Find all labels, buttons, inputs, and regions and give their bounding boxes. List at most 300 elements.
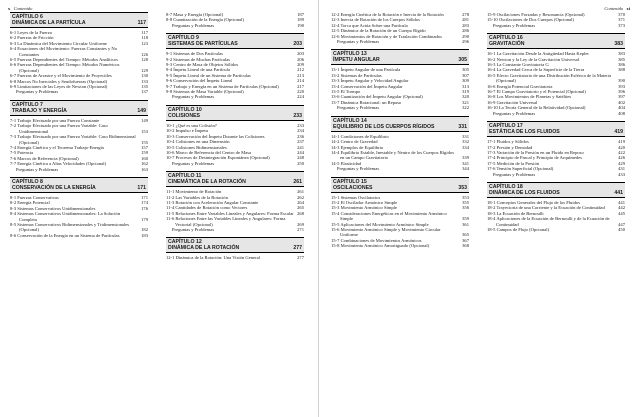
toc-entry[interactable] [487,111,625,116]
toc-entry-page: 321 [462,99,469,105]
toc-entry[interactable] [487,172,625,177]
chapter-block [331,49,469,110]
toc-entry-page: 386 [618,62,625,68]
toc-entry-page: 281 [462,17,469,23]
toc-entry-page: 373 [618,22,625,28]
toc-entry-page: 237 [297,139,304,145]
toc-entry[interactable] [487,23,625,28]
chapter-number: CAPÍTULO 17 [489,123,523,130]
toc-entry[interactable] [166,227,304,232]
toc-entry-page: 123 [141,40,148,46]
toc-entry-title: 11-4 Cantidades de Rotación como Vectores [166,205,248,211]
toc-entry-page: 171 [141,194,148,200]
chapter-number: CAPÍTULO 13 [333,51,367,58]
toc-entry-title: 10-5 Colisiones Bidimensionales [166,144,227,150]
toc-entry-page: 370 [618,12,625,17]
toc-entry-page: 305 [462,67,469,73]
toc-entry-page: 396 [618,89,625,95]
toc-entry[interactable] [331,39,469,44]
toc-entry-page: 190 [297,22,304,28]
toc-entry-page: 135 [141,84,148,90]
toc-column [487,12,625,237]
chapter-title: EQUILIBRIO DE LOS CUERPOS RÍGIDOS [333,123,435,130]
chapter-block [487,33,625,116]
toc-entry-title: 8-5 Sistemas Conservativos Bidimensionales y Tridimensionales (Opcional) [10,221,130,233]
toc-entry-title: 8-3 Sistemas Conservativos Unidimensionales [10,205,96,211]
toc-entry-title: 17-4 Principio de Pascal y Principio de Arquímedes [487,155,583,161]
toc-entry-title: 9-3 Centro de Masa de Objetos Sólidos [166,62,239,68]
toc-entry-page: 212 [297,67,304,73]
toc-entry-page: 419 [618,139,625,145]
toc-entry-page: 390 [618,78,625,84]
toc-entry-title: 9-5 Ímpetu Lineal de un Sistema de Partículas [166,72,251,78]
toc-entry-page: 445 [618,210,625,216]
toc-entry-title: 11-3 Rotación con Aceleración Angular Constante [166,199,259,205]
toc-entry-page: 262 [297,194,304,200]
toc-entry-title: 9-1 Sistemas de Dos Partículas [166,51,223,57]
toc-entry-page: 133 [141,78,148,84]
toc-entry[interactable] [166,94,304,99]
chapter-heading[interactable] [10,12,148,28]
toc-entry-title: 6-4 Ecuaciones del Movimiento: Fuerzas Constantes y No Constantes [10,46,118,57]
chapter-heading[interactable] [166,237,304,253]
chapter-heading[interactable] [487,33,625,49]
toc-entry-title: 18-1 Conceptos Generales del Flujo de los Fluidos [487,199,581,205]
toc-entry-page: 217 [297,83,304,89]
toc-entry-title: Preguntas y Problemas [172,226,215,232]
toc-entry-page: 174 [141,200,148,206]
toc-entry-title: 16-8 Los Movimientos de Planetas y Satélites [487,94,572,100]
toc-entry-page: 130 [141,73,148,79]
toc-entry-title: Preguntas y Problemas [493,22,536,28]
toc-entry-title: 10-6 Marco de Referencia del Centro de Masa [166,149,252,155]
toc-entry-title: 16-1 La Gravitación Desde la Antigüedad Hasta Kepler [487,51,589,57]
toc-entry[interactable] [10,89,148,94]
chapter-block [487,182,625,232]
toc-entry-title: 13-3 Ímpetu Angular y Velocidad Angular [331,78,409,84]
toc-entry-page: 206 [297,56,304,62]
toc-entry-title: Preguntas y Problemas [337,105,380,111]
chapter-number: CAPÍTULO 8 [12,178,43,185]
toc-entry-title: 14-5 Elasticidad [331,160,361,166]
toc-entry-page: 447 [618,221,625,227]
chapter-heading[interactable] [487,182,625,198]
toc-entry-title: Preguntas y Problemas [493,171,536,177]
toc-entry-title: 15-9 Oscilaciones Forzadas y Resonancia (Opcional) [487,12,585,17]
toc-entry-page: 277 [297,255,304,261]
chapter-page: 383 [614,41,623,48]
toc-entry-title: 15-1 Sistemas Oscilatorios [331,194,381,200]
chapter-page: 331 [458,123,467,130]
toc-entry-page: 420 [618,144,625,150]
toc-entry-title: 17-1 Fluidos y Sólidos [487,139,529,145]
toc-entry-page: 271 [297,226,304,232]
toc-entry-title: 10-4 Colisiones en una Dimensión [166,139,230,145]
toc-entry-page: 209 [297,62,304,68]
toc-entry-title: 6-7 Fuerzas de Arrastre y el Movimiento de Proyectiles [10,73,112,79]
toc-entry-page: 187 [297,12,304,17]
toc-entry-page: 176 [141,205,148,211]
chapter-heading[interactable] [10,100,148,116]
toc-entry-title: 12-2 Energía Cinética de la Rotación e Inercia de la Rotación [331,12,444,17]
chapter-page: 233 [293,112,302,119]
chapter-page: 277 [293,245,302,252]
chapter-number: CAPÍTULO 16 [489,35,523,42]
chapter-number: CAPÍTULO 15 [333,178,367,185]
toc-entry-page: 290 [462,33,469,39]
toc-entry-page: 341 [462,160,469,166]
toc-entry-title: Preguntas y Problemas [337,39,380,45]
toc-entry-page: 128 [141,57,148,63]
toc-entry-title: 14-2 Centro de Gravedad [331,139,378,145]
toc-entry[interactable] [166,255,304,260]
toc-entry-title: 7-5 Potencia [10,150,34,156]
toc-entry-title: 6-2 Fuerzas de Fricción [10,35,54,41]
toc-entry-page: 261 [297,189,304,195]
toc-entry-page: 393 [618,83,625,89]
toc-entry-page: 248 [297,155,304,161]
toc-entry-title: 17-3 Variación de la Presión en un Fluido en Reposo [487,149,584,155]
toc-entry-page: 155 [141,139,148,145]
toc-entry[interactable] [166,216,304,227]
toc-entry-title: 10-1 ¿Qué es una Colisión? [166,122,217,128]
chapter-number: CAPÍTULO 7 [12,101,43,108]
toc-entry-page: 160 [141,155,148,161]
toc-entry-title: 16-6 Energía Potencial Gravitatoria [487,83,553,89]
toc-entry-page: 286 [462,28,469,34]
toc-entry[interactable] [10,46,148,57]
toc-entry-title: 15-3 Movimiento Armónico Simple [331,205,397,211]
toc-entry-page: 278 [462,12,469,17]
chapter-block [10,177,148,238]
toc-entry[interactable] [10,123,148,134]
toc-entry-page: 385 [618,56,625,62]
running-head-title: Contenido [13,6,33,11]
toc-entry[interactable] [487,227,625,232]
toc-entry-page: 163 [141,166,148,172]
chapter-number: CAPÍTULO 12 [168,239,202,246]
toc-entry-page: 320 [462,94,469,100]
toc-entry-title: 8-6 Conservación de la Energía en un Sistema de Partículas [10,232,120,238]
toc-entry-page: 367 [462,237,469,243]
toc-entry-title: 15-8 Movimiento Armónico Amortiguado (Opcional) [331,243,430,249]
chapter-page: 441 [614,189,623,196]
chapter-title: CINEMÁTICA DE LA ROTACIÓN [168,179,246,186]
toc-entry-title: 14-1 Condiciones de Equilibrio [331,133,389,139]
toc-entry-title: 18-5 Campos de Flujo (Opcional) [487,226,550,232]
toc-column [166,12,304,266]
toc-entry-title: 12-6 Movimientos de Rotación y de Traslación Combinados [331,33,442,39]
chapter-block [487,12,625,28]
chapter-number: CAPÍTULO 18 [489,183,523,190]
toc-entry-title: 16-2 Newton y la Ley de la Gravitación Universal [487,56,580,62]
chapter-number: CAPÍTULO 11 [168,173,202,180]
toc-entry-title: 16-5 Efecto Gravitatorio de una Distribución Esférica de la Materia (Opcional) [487,72,612,84]
toc-entry[interactable] [10,167,148,172]
page-number: x [8,6,11,11]
toc-entry-page: 241 [297,144,304,150]
toc-entry-title: 13-7 Dinámica Rotacional: un Repaso [331,99,402,105]
toc-entry-title: 9-2 Sistemas de Muchas Partículas [166,56,231,62]
toc-column [10,12,148,243]
chapter-title: DINÁMICA DE LA ROTACIÓN [168,245,240,252]
toc-entry-title: 9-6 Conservación del Ímpetu Lineal [166,78,233,84]
toc-entry-page: 162 [141,161,148,167]
chapter-block [487,121,625,177]
toc-entry-title: 17-6 Tensión Superficial (Opcional) [487,166,554,172]
chapter-title: SISTEMAS DE PARTÍCULAS [168,41,238,48]
toc-entry-page: 296 [462,39,469,45]
toc-entry-page: 182 [141,227,148,233]
toc-entry-page: 441 [618,199,625,205]
toc-column [331,12,469,254]
toc-entry[interactable] [331,150,469,161]
toc-entry[interactable] [331,105,469,110]
toc-entry-page: 268 [297,210,304,216]
toc-entry[interactable] [487,216,625,227]
toc-entry-title: 9-8 Sistemas de Masa Variable (Opcional) [166,89,244,95]
toc-entry[interactable] [331,227,469,238]
toc-entry-title: 11-1 Movimiento de Rotación [166,189,222,195]
toc-entry-title: 8-4 Sistemas Conservativos Unidimensionales: La Solución Completa [10,211,121,222]
toc-entry-title: 13-5 El Trompo [331,89,361,95]
chapter-heading[interactable] [331,177,469,193]
toc-entry-title: Preguntas y Problemas [172,22,215,28]
toc-entry-title: Preguntas y Problemas [16,166,59,172]
toc-entry-page: 368 [462,243,469,249]
toc-entry-title: 16-9 Gravitación Universal [487,99,538,105]
toc-entry-title: 7-7 Energía Cinética a Altas Velocidades (Opcional) [10,161,107,167]
toc-entry-title: 6-6 Fuerzas Dependientes del Tiempo: Métodos Numéricos (Opcional) [10,62,120,73]
toc-entry-page: 118 [141,35,148,41]
toc-entry-page: 214 [297,78,304,84]
toc-entry-page: 404 [618,105,625,111]
toc-entry[interactable] [10,211,148,222]
chapter-page: 203 [293,41,302,48]
toc-entry-title: 15-10 Oscilaciones de Dos Cuerpos (Opcional) [487,17,574,23]
chapter-heading[interactable] [166,33,304,49]
toc-entry-title: 12-4 Torca que Actúa Sobre una Partícula [331,22,408,28]
right-page [319,0,638,417]
toc-entry-title: 9-4 Ímpetu Lineal de una Partícula [166,67,230,73]
toc-entry-page: 159 [141,150,148,156]
toc-entry-page: 203 [297,51,304,57]
toc-entry-page: 129 [141,67,148,73]
chapter-block [331,177,469,249]
toc-entry-page: 422 [618,149,625,155]
toc-entry-title: 8-1 Fuerzas Conservativas [10,194,59,200]
chapter-heading[interactable] [331,116,469,132]
toc-entry-title: 17-2 Presión y Densidad [487,144,533,150]
toc-entry-title: 10-2 Impulso e Ímpetu [166,128,208,134]
chapter-number: CAPÍTULO 10 [168,106,202,113]
chapter-title: COLISIONES [168,112,200,119]
chapter-title: DINÁMICA DE LOS FLUIDOS [489,189,560,196]
toc-entry-title: 7-2 Trabajo Efectuado por una Fuerza Variable: Caso Unidimensional [10,123,108,134]
toc-entry-title: Preguntas y Problemas [493,110,536,116]
chapter-number: CAPÍTULO 6 [12,14,43,20]
toc-entry-title: 16-10 La Teoría General de la Relatividad (Opcional) [487,105,586,111]
toc-entry-page: 319 [462,89,469,95]
running-head-title: Contenido [604,6,624,11]
toc-entry-title: 6-5 Fuerzas Dependientes del Tiempo: Métodos Analíticos [10,57,118,63]
toc-entry-page: 313 [462,83,469,89]
toc-entry-title: 14-4 Equilibrio Estable, Inestable y Neutro de los Cuerpos Rígidos en un Campo Gravitatorio [331,149,454,161]
toc-entry-page: 322 [462,105,469,111]
toc-entry-title: 15-7 Combinaciones de Movimientos Armónicos [331,237,422,243]
toc-entry-page: 334 [462,144,469,150]
toc-entry-title: 16-4 La Gravedad Cerca de la Superficie de la Tierra [487,67,585,73]
toc-entry-page: 361 [462,221,469,227]
chapter-block [331,116,469,172]
toc-entry-title: 15-5 Aplicaciones del Movimiento Armónico Simple [331,221,429,227]
chapter-block [166,12,304,28]
toc-entry-title: 7-6 Marcos de Referencia (Opcional) [10,155,79,161]
toc-entry-title: 7-1 Trabajo Efectuado por una Fuerza Constante [10,117,100,123]
toc-entry-page: 371 [618,17,625,23]
toc-entry-title: 12-5 Dinámica de la Rotación de un Cuerpo Rígido [331,28,426,34]
toc-entry-title: 14-3 Ejemplos de Equilibrio [331,144,384,150]
toc-entry-title: Preguntas y Problemas [16,89,59,95]
toc-entry-title: 7-3 Trabajo Efectuado por una Fuerza Variable: Caso Bidimensional (Opcional) [10,134,136,145]
toc-entry-page: 264 [297,199,304,205]
toc-entry-title: 10-3 Conservación del Ímpetu Durante las Colisiones [166,133,265,139]
toc-entry-page: 397 [618,94,625,100]
chapter-page: 171 [137,184,146,191]
toc-entry-page: 179 [141,216,148,222]
toc-entry-page: 339 [462,155,469,161]
toc-entry-page: 137 [141,89,148,95]
toc-entry-page: 220 [297,89,304,95]
toc-entry-title: 13-6 Cuantización del Ímpetu Angular (Opcional) [331,94,423,100]
toc-entry-page: 426 [618,155,625,161]
chapter-heading[interactable] [10,177,148,193]
chapter-block [166,237,304,260]
toc-entry-page: 383 [618,51,625,57]
chapter-number: CAPÍTULO 14 [333,117,367,124]
toc-entry-title: 16-7 El Campo Gravitatorio y el Potencial (Opcional) [487,89,586,95]
chapter-heading[interactable] [166,105,304,121]
chapter-number: CAPÍTULO 9 [168,35,199,42]
toc-entry-title: 15-6 Movimiento Armónico Simple y Movimiento Circular Uniforme [331,226,441,238]
toc-entry-page: 309 [462,78,469,84]
toc-entry-page: 353 [462,194,469,200]
toc-entry-page: 265 [297,205,304,211]
chapter-block [166,105,304,166]
toc-entry-title: 9-7 Trabajo y Energía en un Sistema de Partículas (Opcional) [166,83,279,89]
toc-entry-title: 12-1 Dinámica de la Rotación: Una Visión General [166,255,260,261]
toc-entry[interactable] [10,62,148,73]
toc-entry-title: 13-4 Conservación del Ímpetu Angular [331,83,403,89]
toc-entry-title: 13-2 Sistemas de Partículas [331,72,382,78]
toc-entry-title: 18-4 Aplicaciones de la Ecuación de Bernoulli y de la Ecuación de Continuidad [487,216,610,227]
toc-entry-page: 250 [297,160,304,166]
toc-entry-page: 117 [141,30,148,35]
toc-entry-page: 442 [618,205,625,211]
toc-entry-title: 11-2 Las Variables de la Rotación [166,194,228,200]
chapter-title: CONSERVACIÓN DE LA ENERGÍA [12,184,96,191]
toc-entry-page: 388 [618,67,625,73]
running-head-right [604,6,630,11]
toc-entry-page: 365 [462,232,469,238]
toc-entry-page: 126 [141,51,148,57]
chapter-heading[interactable] [331,49,469,65]
toc-entry[interactable] [166,23,304,28]
chapter-block [10,12,148,95]
toc-entry-title: 11-6 Relaciones Entre las Variables Lineales y Angulares: Forma Vectorial (Opcional) [166,216,286,227]
toc-entry-title: 15-2 El Oscilador Armónico Simple [331,199,398,205]
toc-entry-title: 11-5 Relaciones Entre Variables Lineales y Angulares: Forma Escalar [166,210,294,216]
toc-entry-page: 408 [618,110,625,116]
toc-entry[interactable] [331,211,469,222]
chapter-title: TRABAJO Y ENERGÍA [12,107,67,114]
toc-entry[interactable] [331,243,469,248]
toc-entry-title: 6-8 Marcos No Inerciales y Seudofuerzas (Opcional) [10,78,108,84]
toc-entry[interactable] [10,222,148,233]
toc-entry-title: 6-3 La Dinámica del Movimiento Circular Uniforme [10,40,107,46]
toc-entry-title: 8-7 Masa y Energía (Opcional) [166,12,224,17]
chapter-page: 117 [137,20,146,26]
toc-entry-page: 233 [297,122,304,128]
toc-entry-page: 402 [618,99,625,105]
toc-entry[interactable] [166,161,304,166]
toc-entry[interactable] [10,134,148,145]
toc-entry-title: 15-4 Consideraciones Energéticas en el Movimiento Armónico Simple [331,210,447,222]
toc-entry-page: 344 [462,166,469,172]
toc-entry-page: 331 [462,133,469,139]
chapter-block [166,171,304,232]
chapter-page: 353 [458,184,467,191]
toc-entry[interactable] [487,73,625,84]
running-head-left [8,6,32,11]
chapter-page: 305 [458,57,467,64]
toc-entry-page: 149 [141,117,148,123]
toc-entry-title: 18-3 La Ecuación de Bernoulli [487,210,544,216]
chapter-title: ESTÁTICA DE LOS FLUIDOS [489,129,560,136]
chapter-block [331,12,469,44]
toc-entry-page: 234 [297,128,304,134]
toc-entry-page: 269 [297,221,304,227]
toc-entry-page: 332 [462,139,469,145]
toc-entry-page: 153 [141,128,148,134]
toc-entry-title: Preguntas y Problemas [172,94,215,100]
toc-entry-page: 355 [462,199,469,205]
chapter-heading[interactable] [166,171,304,187]
toc-entry-page: 450 [618,226,625,232]
toc-entry-page: 157 [141,144,148,150]
toc-entry-page: 429 [618,160,625,166]
chapter-title: ÍMPETU ANGULAR [333,57,380,64]
toc-entry[interactable] [331,166,469,171]
toc-entry-page: 183 [141,232,148,238]
toc-entry-title: Preguntas y Problemas [172,160,215,166]
toc-entry-page: 224 [297,94,304,100]
toc-entry-page: 431 [618,166,625,172]
toc-entry-page: 433 [618,171,625,177]
toc-entry-title: 16-3 La Constante Gravitatoria G [487,62,549,68]
toc-entry-title: 17-5 Medición de la Presión [487,160,540,166]
toc-entry-page: 213 [297,72,304,78]
toc-entry-title: 13-1 Ímpetu Angular de una Partícula [331,67,401,73]
chapter-block [166,33,304,100]
toc-entry-title: 18-2 Trayectoria de una Corriente y la Ecuación de Continuidad [487,205,605,211]
toc-entry-page: 307 [462,72,469,78]
toc-entry[interactable] [10,233,148,238]
chapter-heading[interactable] [487,121,625,137]
page-number: xi [626,6,630,11]
chapter-block [10,100,148,172]
toc-entry-page: 359 [462,216,469,222]
